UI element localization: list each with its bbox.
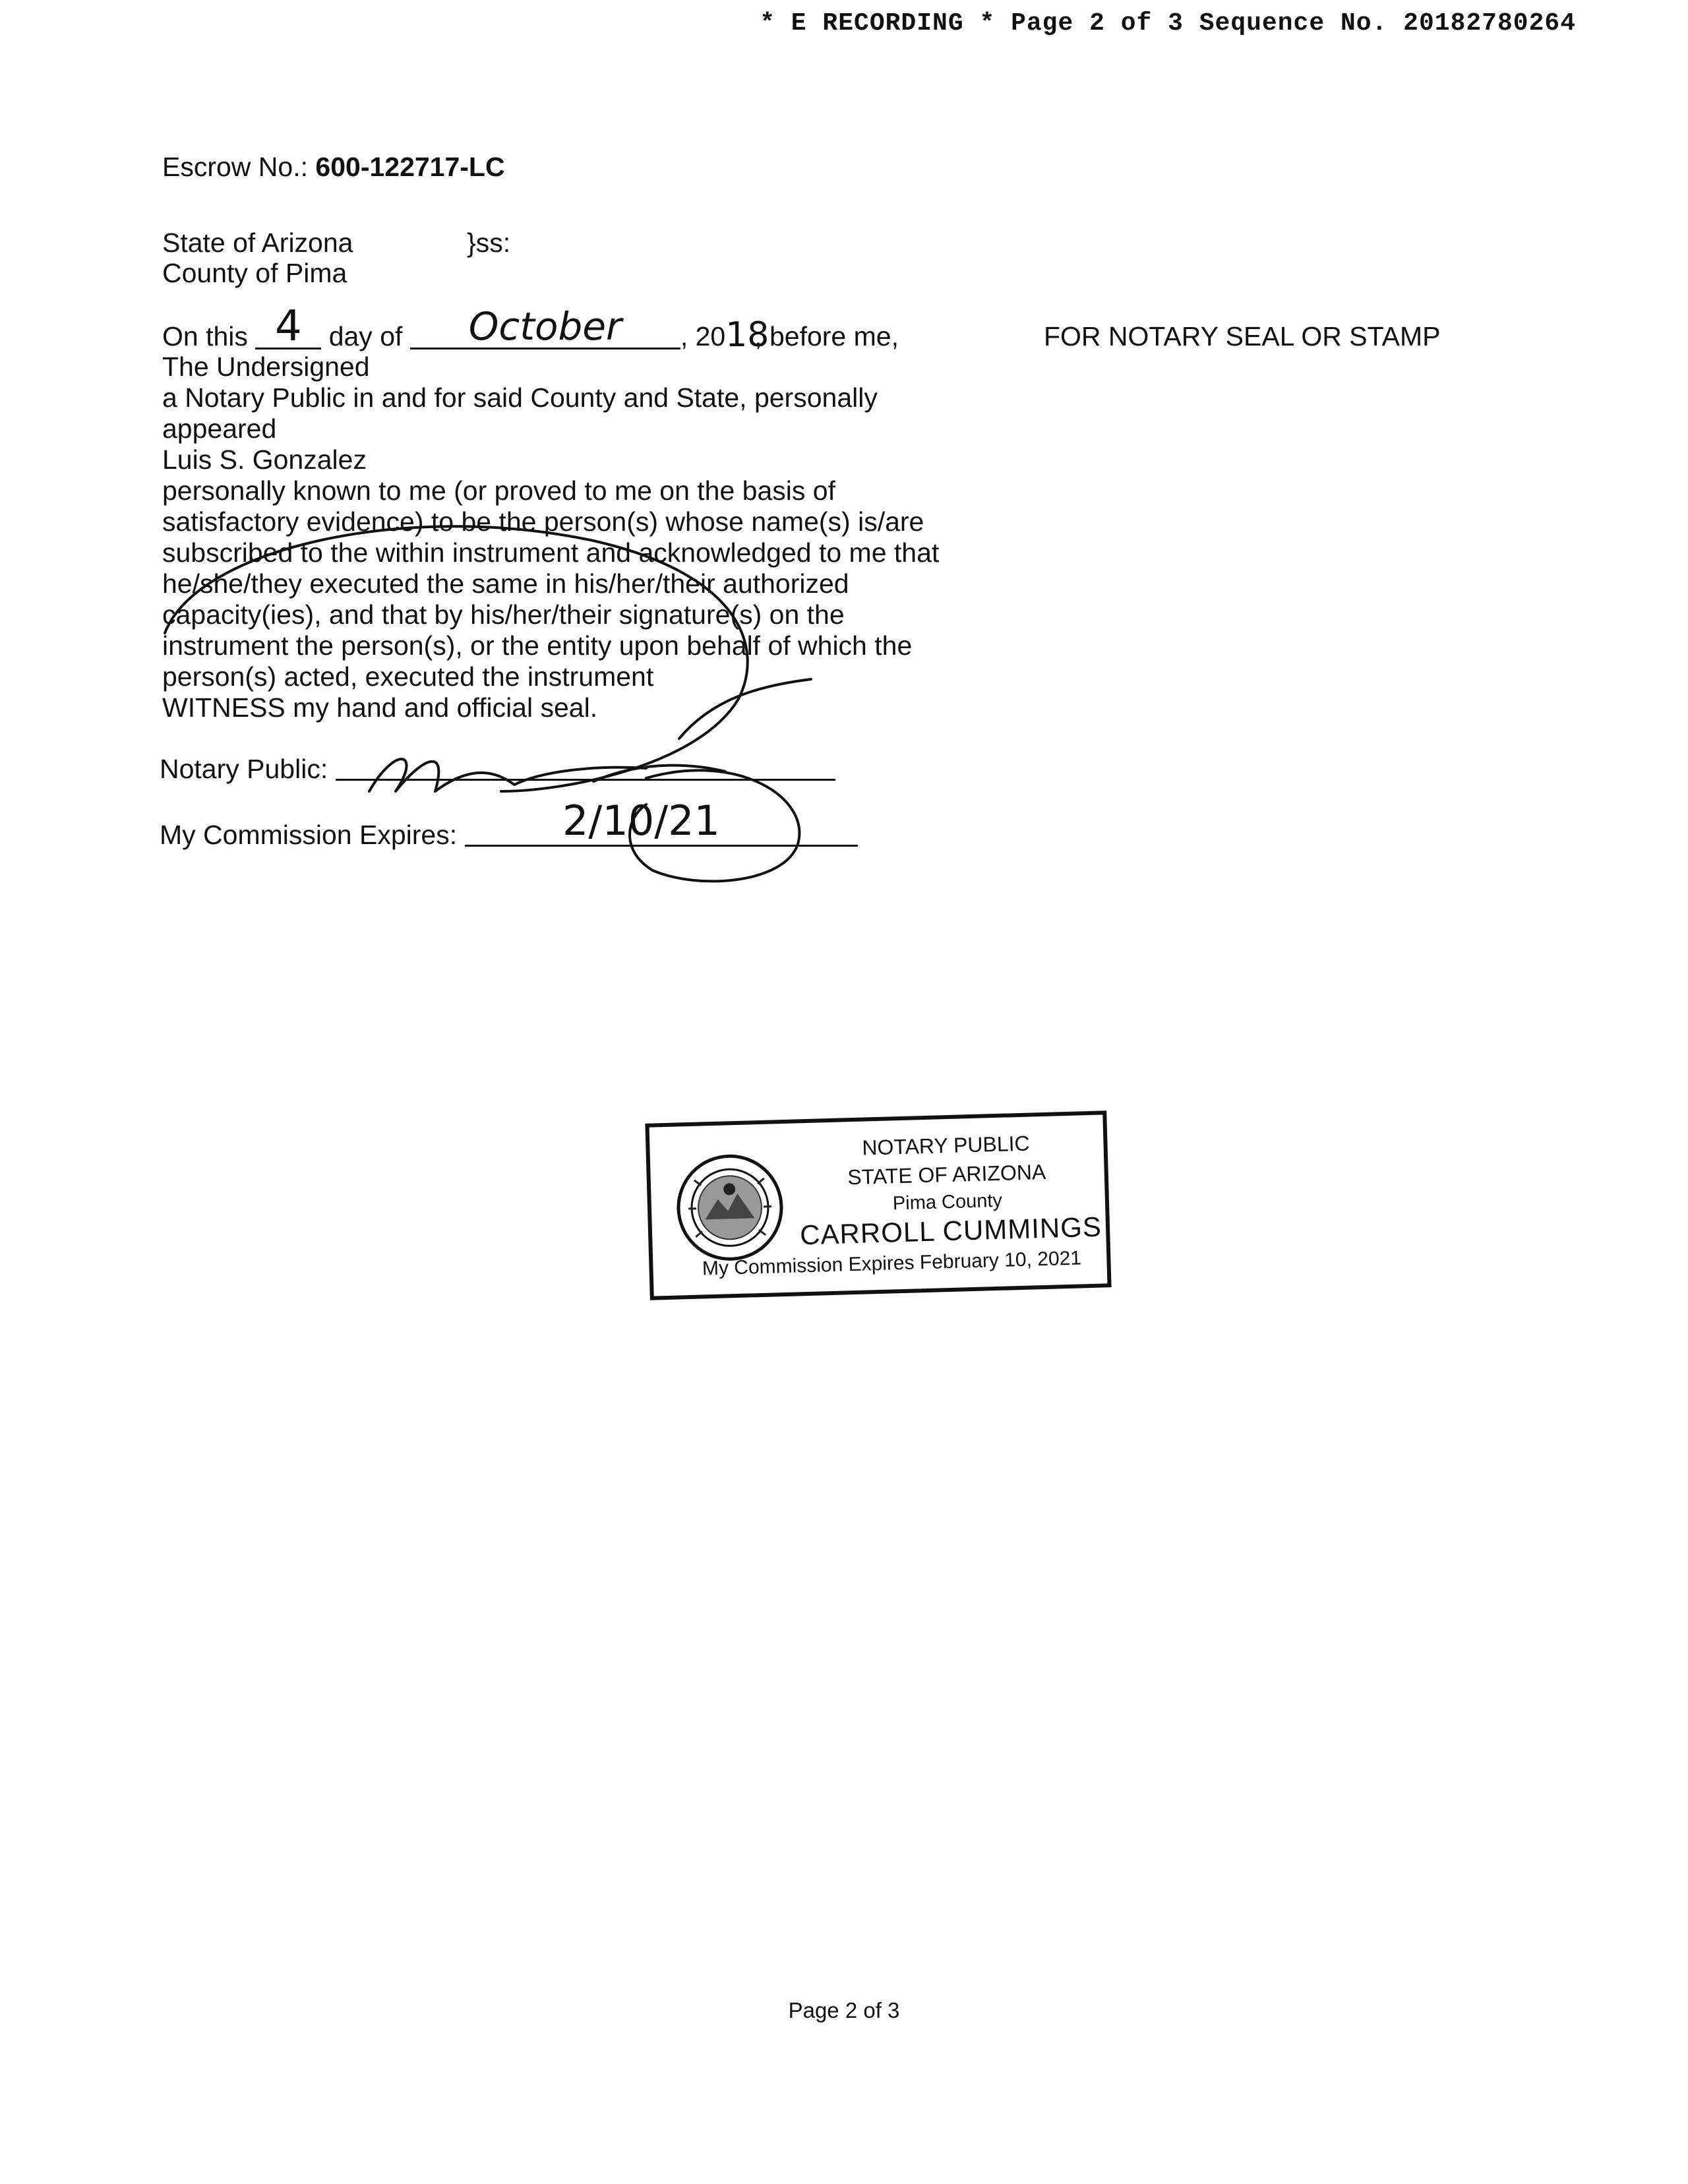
body-line: he/she/they executed the same in his/her/their authorized [162,568,849,599]
body-line: Luis S. Gonzalez [162,444,367,475]
body-line: subscribed to the within instrument and acknowledged to me that [162,537,940,568]
seal-line-commission-expires: My Commission Expires February 10, 2021 [702,1247,1082,1280]
seal-line-state: STATE OF ARIZONA [847,1159,1046,1190]
escrow-number [162,152,505,183]
signature-underline [336,755,835,781]
before-me-label: , before me, [754,321,899,351]
notary-public-label: Notary Public: [160,754,328,784]
body-line: person(s) acted, executed the instrument [162,661,654,692]
handwritten-expiration: 2/10/21 [562,797,720,845]
seal-line-notary-public: NOTARY PUBLIC [861,1131,1031,1160]
handwritten-month: October [468,304,622,349]
body-line: a Notary Public in and for said County and State, personally [162,382,878,413]
body-line: The Undersigned [162,351,370,382]
handwritten-year: 18 [725,315,769,355]
body-line: instrument the person(s), or the entity upon behalf of which the [162,630,913,661]
acknowledgment-body [162,351,939,723]
handwritten-day: 4 [274,302,302,351]
seal-line-county: Pima County [892,1190,1003,1215]
seal-line-notary-name: CARROLL CUMMINGS [799,1211,1102,1251]
body-line: personally known to me (or proved to me on the basis of [162,475,835,506]
day-of-label: day of [328,321,403,351]
arizona-state-seal-icon [674,1151,787,1264]
venue-state: State of Arizona [162,228,353,258]
commission-expires-label: My Commission Expires: [160,820,458,850]
expires-underline [465,797,858,847]
body-line: capacity(ies), and that by his/her/their signature(s) on the [162,599,845,630]
on-this-label: On this [162,321,248,351]
page-number: Page 2 of 3 [788,1998,900,2022]
escrow-value: 600-122717-LC [315,152,505,182]
commission-expires-line [160,797,858,851]
acknowledgment-date-line [162,302,899,355]
body-line: WITNESS my hand and official seal. [162,692,598,723]
stamp-area-label: FOR NOTARY SEAL OR STAMP [1044,321,1441,351]
body-line: appeared [162,413,277,444]
recording-banner: * E RECORDING * Page 2 of 3 Sequence No. 20182780264 [760,9,1576,38]
year-prefix: , 20 [680,321,726,351]
venue-ss: }ss: [467,228,511,258]
month-blank [410,304,680,349]
body-line: satisfactory evidence) to be the person(s) whose name(s) is/are [162,506,924,537]
notary-seal-stamp [645,1110,1111,1300]
escrow-label: Escrow No.: [162,152,308,182]
notary-signature-line [160,754,835,785]
day-blank [255,302,321,351]
venue-county: County of Pima [162,258,347,288]
year-blank [725,315,769,355]
